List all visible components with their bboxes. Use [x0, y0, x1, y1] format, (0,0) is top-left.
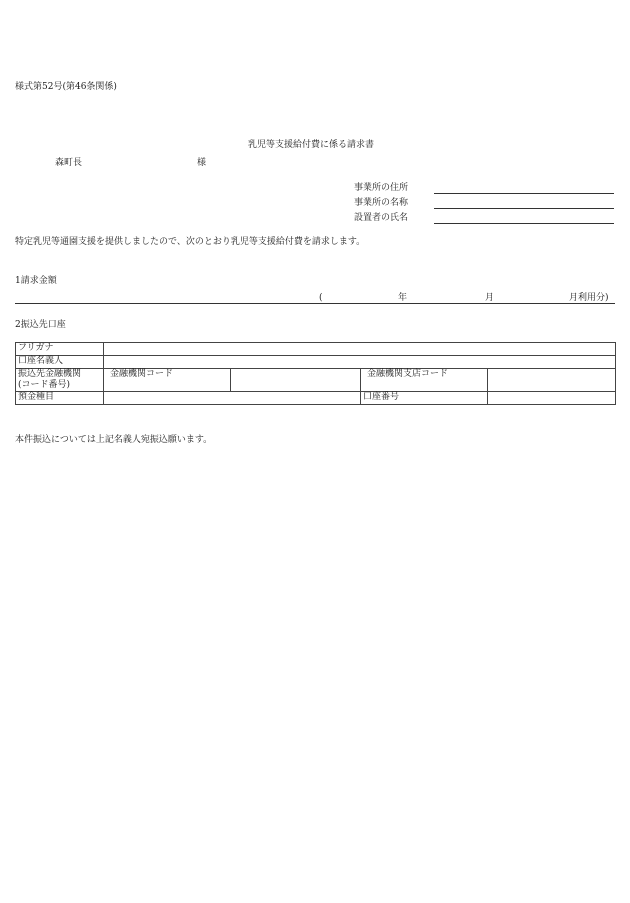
addressee-honorific: 様	[197, 158, 207, 168]
table-row	[16, 392, 616, 405]
founder-name-label: 設置者の氏名	[354, 213, 409, 223]
branch-code-field[interactable]	[488, 369, 616, 392]
section1-heading: 1請求金額	[15, 276, 57, 286]
usage-month-label: 月利用分)	[569, 293, 609, 303]
deposit-type-label: 預金種目	[16, 392, 104, 405]
furigana-label: フリガナ	[16, 343, 104, 356]
bank-code-field[interactable]	[231, 369, 361, 392]
addressee-name: 森町長	[55, 158, 83, 168]
amount-field-line[interactable]	[15, 303, 615, 304]
period-paren-open: (	[319, 293, 323, 303]
business-name-field[interactable]	[434, 208, 614, 209]
year-label: 年	[398, 293, 408, 303]
intro-text: 特定乳児等通園支援を提供しましたので、次のとおり乳児等支援給付費を請求します。	[15, 237, 366, 247]
table-row	[16, 356, 616, 369]
month-label: 月	[485, 293, 495, 303]
branch-code-label: 金融機関支店コード	[361, 369, 488, 392]
account-holder-label: 口座名義人	[16, 356, 104, 369]
section2-heading: 2振込先口座	[15, 320, 66, 330]
table-row	[16, 343, 616, 356]
founder-name-field[interactable]	[434, 223, 614, 224]
bank-code-label: 金融機関コード	[104, 369, 231, 392]
account-number-field[interactable]	[488, 392, 616, 405]
account-holder-field[interactable]	[104, 356, 616, 369]
bank-label	[16, 369, 104, 392]
bank-label-line2: (コード番号)	[18, 380, 71, 390]
deposit-type-field[interactable]	[104, 392, 361, 405]
bank-account-table	[15, 342, 616, 405]
address-field[interactable]	[434, 193, 614, 194]
address-label: 事業所の住所	[354, 183, 409, 193]
form-number: 様式第52号(第46条関係)	[15, 82, 117, 92]
furigana-field[interactable]	[104, 343, 616, 356]
document-title: 乳児等支援給付費に係る請求書	[248, 140, 375, 150]
footer-text: 本件振込については上記名義人宛振込願います。	[15, 435, 213, 445]
business-name-label: 事業所の名称	[354, 198, 409, 208]
account-number-label: 口座番号	[361, 392, 488, 405]
table-row	[16, 369, 616, 392]
bank-label-line1: 振込先金融機関	[18, 369, 82, 379]
